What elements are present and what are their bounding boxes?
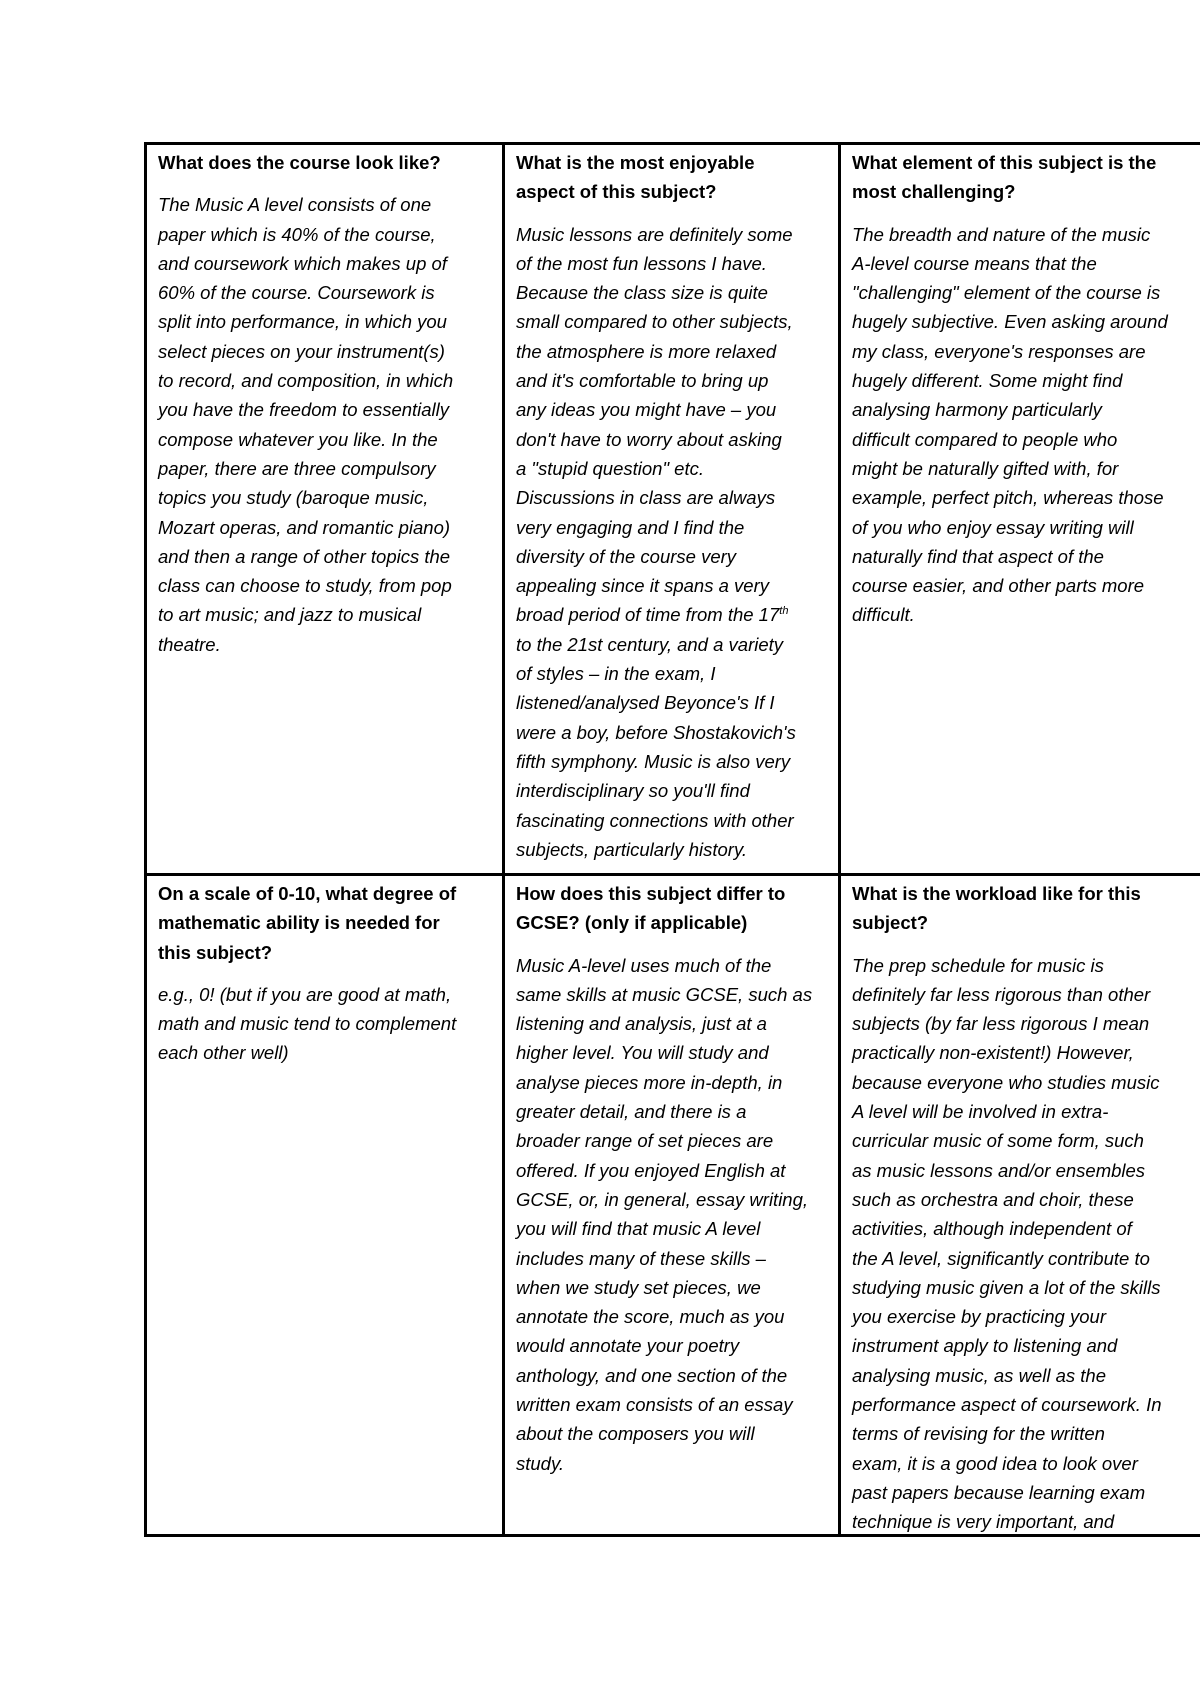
answer-workload: The prep schedule for music is definitely far less rigorous than other subjects (by far less rigorous I mean practically non-existent!) However, because everyone who studies music A level will be involved in extra- curricular music of some form, such as music lessons and/or ensembles such as orchestra and choir, these activities, although independent of the A level, significantly contribute to studying music given a lot of the skills you exercise by practicing your instrument apply to listening and analysing music, as well as the performance aspect of coursework. In terms of revising for the written exam, it is a good idea to look over past papers because learning exam technique is very important, and (852, 954, 1162, 1533)
answer-gcse-difference: Music A-level uses much of the same skills at music GCSE, such as listening and analysis, just at a higher level. You will study and analyse pieces more in-depth, in greater detail, and there is a broader range of set pieces are offered. If you enjoyed English at GCSE, or, in general, essay writing, you will find that music A level includes many of these skills – when we study set pieces, we annotate the score, much as you would annotate your poetry anthology, and one section of the written exam consists of an essay about the composers you will study. (516, 954, 813, 1474)
answer-most-enjoyable-part2: to the 21st century, and a variety of styles – in the exam, I listened/analysed Beyonce's If I were a boy, before Shostakovich's fifth symphony. Music is also very interdisciplinary so you'll find fascinating connections with other subjects, particularly history. (516, 633, 796, 860)
qa-table (144, 142, 1200, 1537)
cell-workload (841, 876, 1200, 1534)
cell-math-ability (147, 876, 505, 1534)
question-math-ability: On a scale of 0-10, what degree of mathematic ability is needed for this subject? (158, 883, 457, 963)
answer-course-overview: The Music A level consists of one paper which is 40% of the course, and coursework which makes up of 60% of the course. Coursework is split into performance, in which you select pieces on your instrument(s) to record, and composition, in which you have the freedom to essentially compose whatever you like. In the paper, there are three compulsory topics you study (baroque music, Mozart operas, and romantic piano) and then a range of other topics the class can choose to study, from pop to art music; and jazz to musical theatre. (158, 194, 454, 655)
cell-course-overview (147, 145, 505, 876)
answer-most-challenging: The breadth and nature of the music A-level course means that the "challenging" element of the course is hugely subjective. Even asking around my class, everyone's responses are hugely different. Some might find analysing harmony particularly difficult compared to people who might be naturally gifted with, for example, perfect pitch, whereas those of you who enjoy essay writing will naturally find that aspect of the course easier, and other parts more difficult. (852, 223, 1168, 626)
question-workload: What is the workload like for this subject? (852, 883, 1141, 934)
question-course-overview: What does the course look like? (158, 152, 441, 173)
question-gcse-difference: How does this subject differ to GCSE? (only if applicable) (516, 883, 786, 934)
question-most-enjoyable: What is the most enjoyable aspect of this subject? (516, 152, 755, 203)
answer-math-ability: e.g., 0! (but if you are good at math, math and music tend to complement each other well) (158, 983, 457, 1064)
cell-most-challenging (841, 145, 1200, 876)
answer-most-enjoyable-part1: Music lessons are definitely some of the most fun lessons I have. Because the class size is quite small compared to other subjects, the atmosphere is more relaxed and it's comfortable to bring up any ideas you might have – you don't have to worry about asking a "stupid question" etc. Discussions in class are always very engaging and I find the diversity of the course very appealing since it spans a very broad period of time from the 17 (516, 223, 793, 626)
superscript-th: th (779, 605, 789, 618)
cell-gcse-difference (505, 876, 841, 1534)
question-most-challenging: What element of this subject is the most challenging? (852, 152, 1157, 203)
cell-most-enjoyable (505, 145, 841, 876)
answer-most-enjoyable (516, 220, 830, 865)
